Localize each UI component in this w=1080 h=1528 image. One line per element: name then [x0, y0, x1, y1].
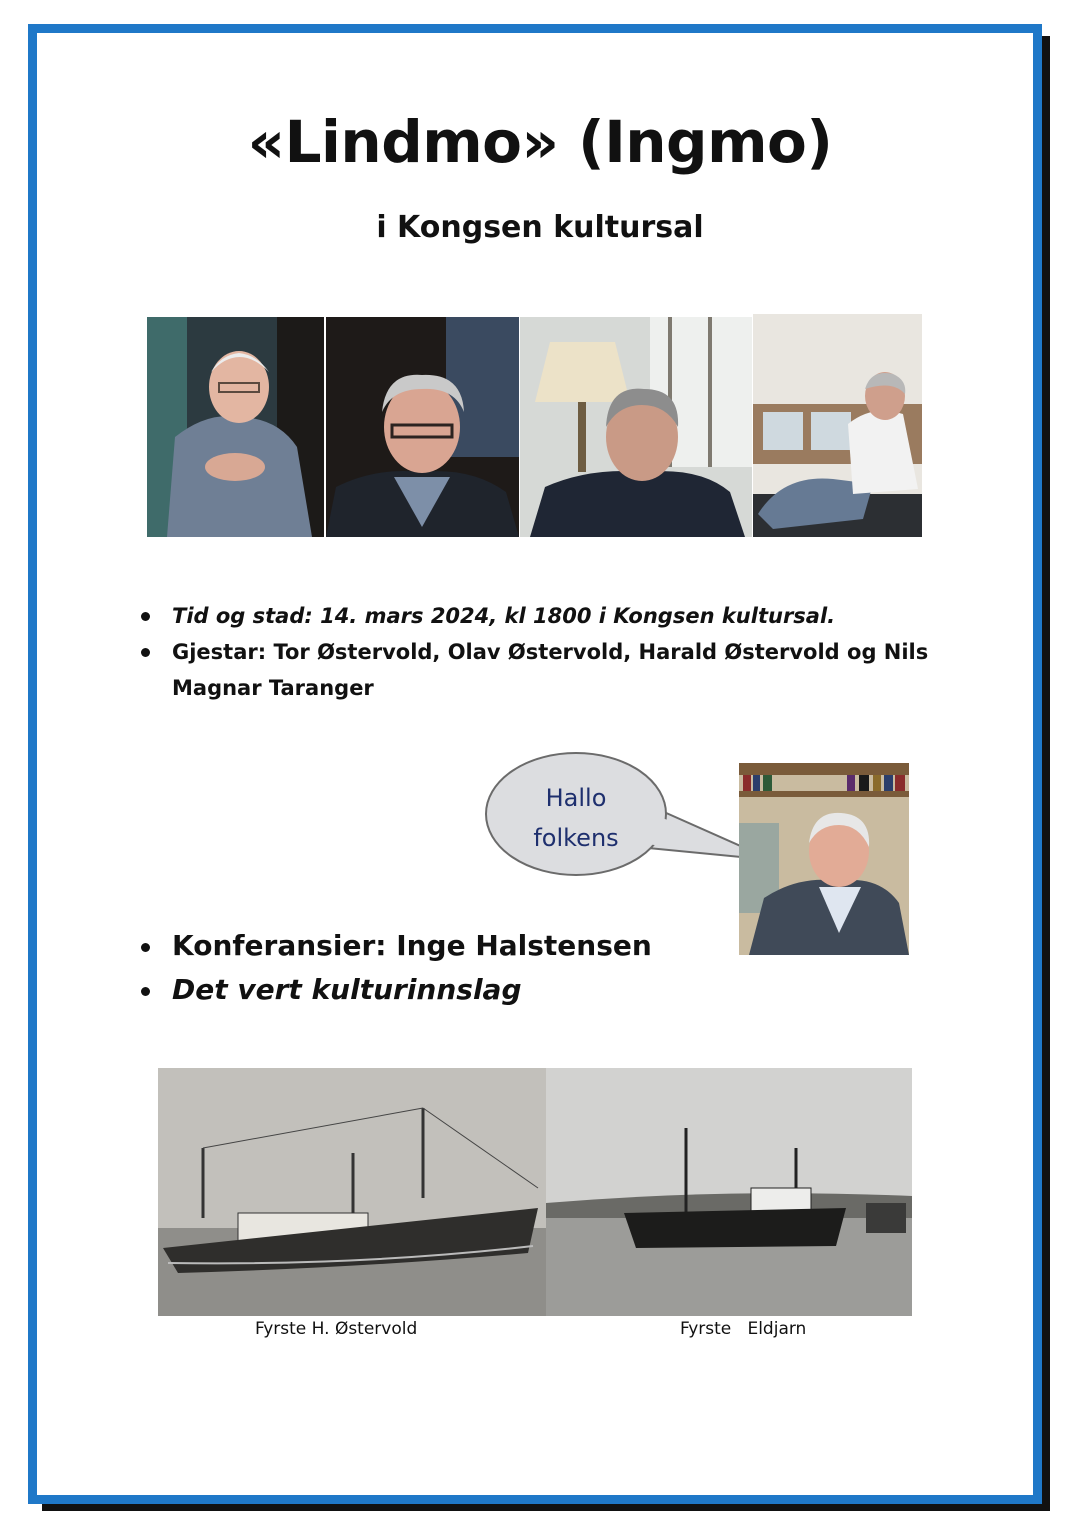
list-item: Konferansier: Inge Halstensen [136, 924, 696, 968]
list-item: Gjestar: Tor Østervold, Olav Østervold, Harald Østervold og Nils Magnar Taranger [136, 634, 966, 706]
host-list [136, 924, 696, 1012]
list-item: Tid og stad: 14. mars 2024, kl 1800 i Kongsen kultursal. [136, 598, 966, 634]
portrait-photo-2 [326, 317, 519, 537]
list-item: Det vert kulturinnslag [136, 968, 696, 1012]
portrait-photo-3 [520, 317, 752, 537]
speech-bubble-text [490, 778, 662, 858]
poster-title: «Lindmo» (Ingmo) [247, 108, 833, 176]
portrait-photo-4 [753, 314, 922, 537]
speech-line-1: Hallo [545, 784, 607, 812]
host-photo [739, 763, 909, 955]
ship-caption-2: Fyrste Eldjarn [680, 1319, 807, 1339]
event-details-list [136, 598, 966, 706]
portrait-photo-1 [147, 317, 324, 537]
speech-line-2: folkens [533, 824, 619, 852]
ship-caption-1: Fyrste H. Østervold [255, 1319, 418, 1339]
ship-photo-2 [546, 1068, 912, 1316]
poster-subtitle: i Kongsen kultursal [376, 210, 704, 245]
ship-photo-1 [158, 1068, 546, 1316]
